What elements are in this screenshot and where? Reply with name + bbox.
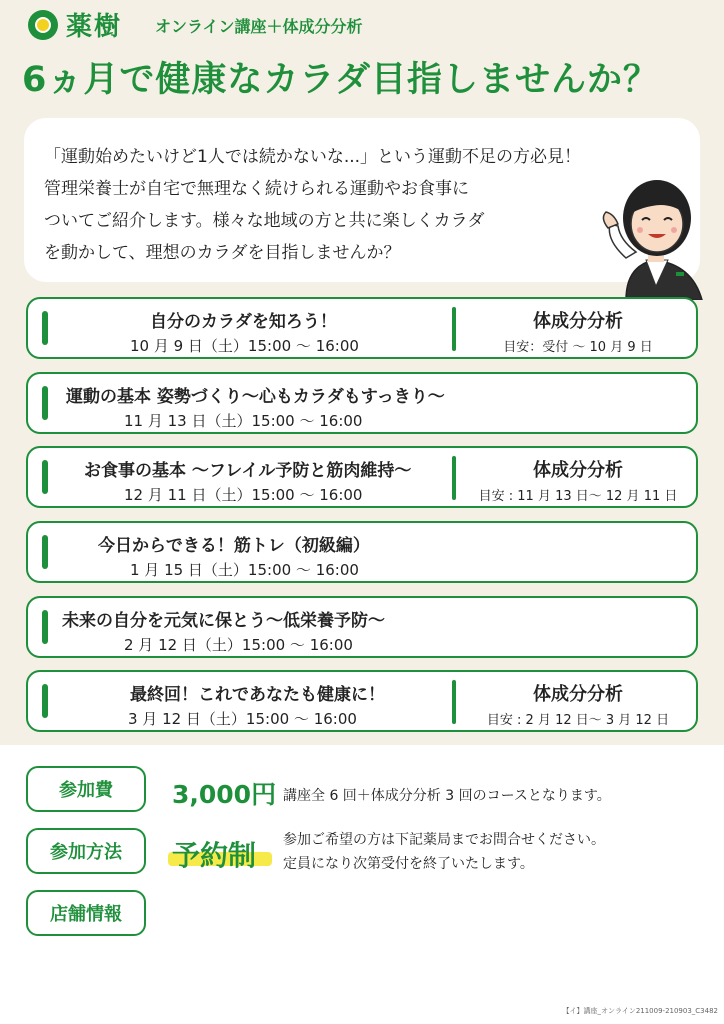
analysis-title: 体成分分析 — [533, 311, 623, 332]
intro-line: 管理栄養士が自宅で無理なく続けられる運動やお食事に — [44, 179, 469, 199]
card-divider — [452, 456, 456, 500]
session-card — [26, 446, 698, 508]
card-bar — [42, 460, 48, 494]
session-date: 3 月 12 日（土）15:00 ～ 16:00 — [128, 710, 357, 728]
card-bar — [42, 610, 48, 644]
brand-logo — [28, 6, 122, 43]
session-card — [26, 670, 698, 732]
card-divider — [452, 307, 456, 351]
session-card — [26, 596, 698, 658]
session-title: 最終回！これであなたも健康に！ — [130, 685, 385, 705]
intro-line: を動かして、理想のカラダを目指しませんか？ — [44, 243, 401, 263]
card-bar — [42, 684, 48, 718]
analysis-title: 体成分分析 — [533, 460, 623, 481]
session-date: 12 月 11 日（土）15:00 ～ 16:00 — [124, 486, 363, 504]
session-date: 10 月 9 日（土）15:00 ～ 16:00 — [130, 337, 359, 355]
session-card — [26, 521, 698, 583]
staff-illustration-icon — [596, 168, 710, 300]
method-note: 定員になり次第受付を終了いたします。 — [283, 856, 534, 872]
store-label: 店舗情報 — [26, 890, 146, 936]
card-divider — [452, 680, 456, 724]
card-bar — [42, 535, 48, 569]
method-note: 参加ご希望の方は下記薬局までお問合せください。 — [283, 832, 605, 848]
session-title: 今日からできる！筋トレ（初級編） — [98, 536, 370, 556]
session-card — [26, 297, 698, 359]
card-bar — [42, 311, 48, 345]
subtitle: オンライン講座＋体成分分析 — [155, 17, 363, 36]
session-card — [26, 372, 698, 434]
analysis-title: 体成分分析 — [533, 684, 623, 705]
session-date: 11 月 13 日（土）15:00 ～ 16:00 — [124, 412, 363, 430]
fee-note: 講座全 6 回＋体成分分析 3 回のコースとなります。 — [283, 788, 611, 804]
brand-name: 薬樹 — [66, 12, 123, 42]
analysis-period: 目安 : 11 月 13 日～ 12 月 11 日 — [478, 489, 678, 504]
analysis-period: 目安 : 2 月 12 日～ 3 月 12 日 — [486, 713, 670, 728]
session-title: 未来の自分を元気に保とう～低栄養予防～ — [62, 611, 385, 631]
analysis-period: 目安：受付 ～ 10 月 9 日 — [503, 340, 653, 355]
session-title: 自分のカラダを知ろう！ — [150, 312, 337, 332]
logo-circle-icon — [28, 10, 58, 40]
session-date: 1 月 15 日（土）15:00 ～ 16:00 — [130, 561, 359, 579]
card-bar — [42, 386, 48, 420]
page-title: 6ヵ月で健康なカラダ目指しませんか？ — [22, 60, 660, 100]
session-title: 運動の基本 姿勢づくり～心もカラダもすっきり～ — [66, 387, 445, 407]
intro-line: ついてご紹介します。様々な地域の方と共に楽しくカラダ — [44, 211, 485, 231]
method-label: 参加方法 — [26, 828, 146, 874]
intro-line: 「運動始めたいけど1人では続かないな...」という運動不足の方必見！ — [44, 147, 582, 167]
footer-code: 【イ】講座_オンライン211009-210903_C3482 — [562, 1007, 718, 1015]
method-value: 予約制 — [172, 839, 257, 872]
fee-price: 3,000円 — [172, 780, 277, 809]
session-title: お食事の基本 ～フレイル予防と筋肉維持～ — [84, 461, 412, 481]
session-date: 2 月 12 日（土）15:00 ～ 16:00 — [124, 636, 353, 654]
fee-label: 参加費 — [26, 766, 146, 812]
